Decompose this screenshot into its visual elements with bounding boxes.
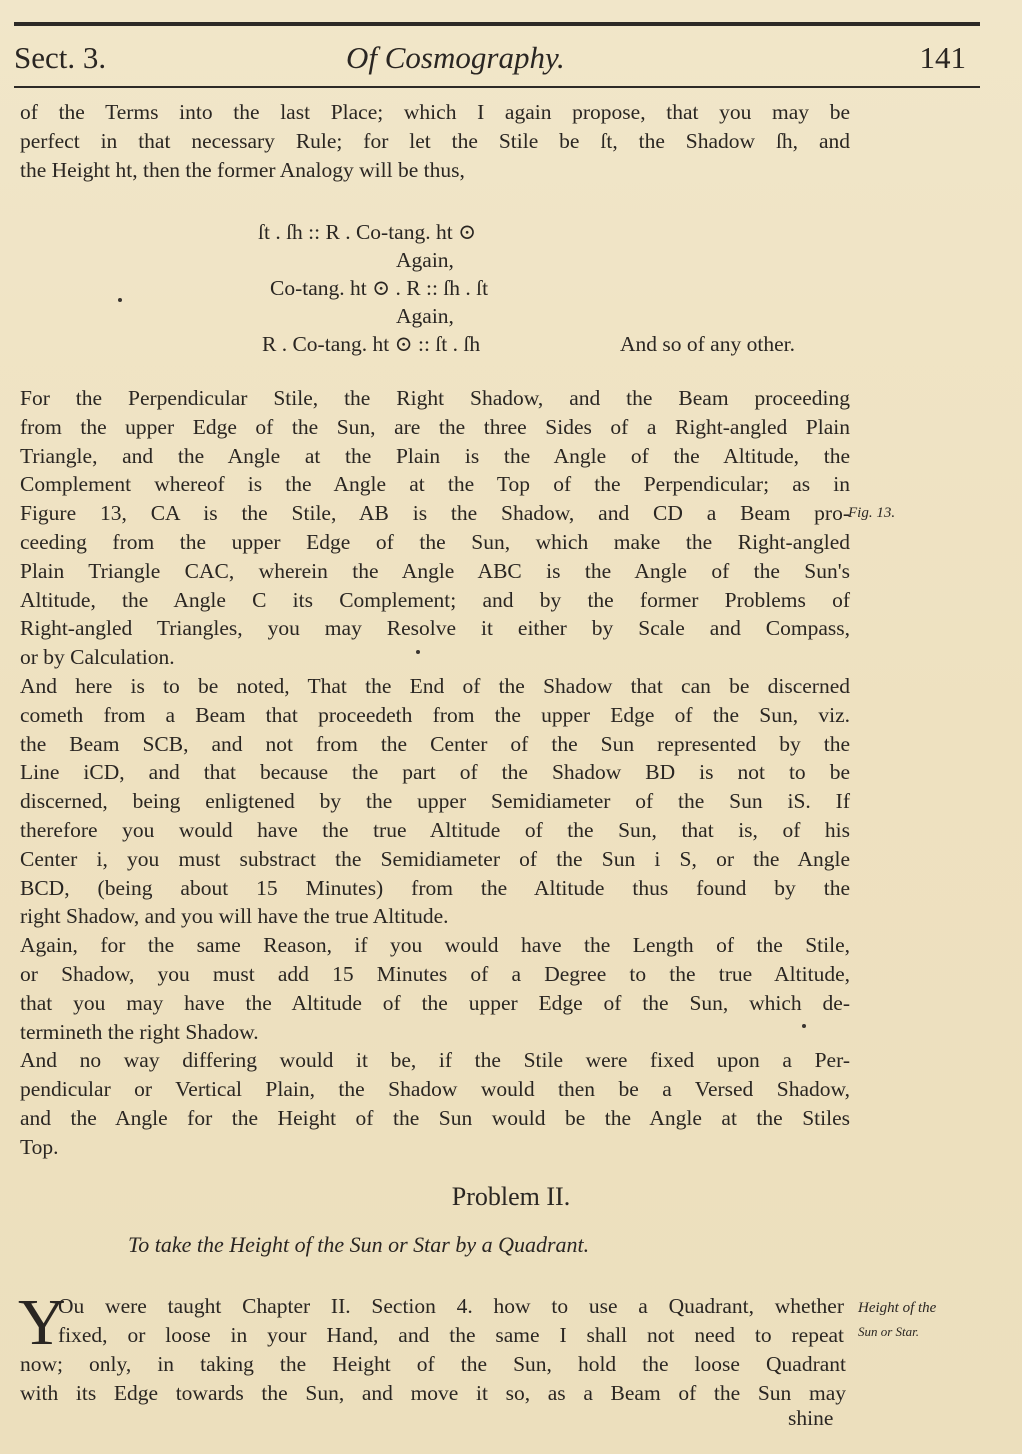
text-line: Ou were taught Chapter II. Section 4. how to use a Quadrant, whether bbox=[58, 1294, 844, 1318]
text-line: Right-angled Triangles, you may Resolve it either by Scale and Compass, bbox=[20, 616, 850, 641]
section-label: Sect. 3. bbox=[14, 40, 107, 75]
formula-again-2: Again, bbox=[396, 304, 454, 328]
margin-note-fig: Fig. 13. bbox=[848, 505, 896, 521]
text-line: discerned, being enligtened by the upper Semidiameter of the Sun iS. If bbox=[20, 789, 850, 814]
text-line: and the Angle for the Height of the Sun would be the Angle at the Stiles bbox=[20, 1105, 850, 1130]
text-line: ceeding from the upper Edge of the Sun, which make the Right-angled bbox=[20, 529, 850, 554]
formula-again-1: Again, bbox=[396, 248, 454, 272]
text-line: And no way differing would it be, if the Stile were fixed upon a Per- bbox=[20, 1048, 850, 1073]
print-speck bbox=[416, 650, 420, 654]
formula-line-2: Co-tang. ht ⊙ . R :: ſh . ſt bbox=[270, 276, 489, 300]
text-line: right Shadow, and you will have the true Altitude. bbox=[20, 904, 449, 929]
formula-line-3: R . Co-tang. ht ⊙ :: ſt . ſh bbox=[262, 332, 481, 356]
text-line: Again, for the same Reason, if you would have the Length of the Stile, bbox=[20, 933, 850, 958]
margin-note-height-2: Sun or Star. bbox=[858, 1324, 920, 1339]
formula-line-1: ſt . ſh :: R . Co-tang. ht ⊙ bbox=[258, 220, 477, 244]
text-line: the Beam SCB, and not from the Center of the Sun represented by the bbox=[20, 731, 850, 756]
text-line: fixed, or loose in your Hand, and the same I shall not need to repeat bbox=[58, 1322, 844, 1347]
text-line: And here is to be noted, That the End of the Shadow that can be discerned bbox=[20, 673, 850, 698]
text-line: that you may have the Altitude of the upper Edge of the Sun, which de- bbox=[20, 990, 850, 1015]
running-title: Of Cosmography. bbox=[346, 40, 565, 75]
text-line: Plain Triangle CAC, wherein the Angle ABC is the Angle of the Sun's bbox=[20, 558, 850, 583]
text-line: or Shadow, you must add 15 Minutes of a Degree to the true Altitude, bbox=[20, 961, 850, 986]
page-number: 141 bbox=[919, 40, 966, 75]
text-line: termineth the right Shadow. bbox=[20, 1019, 259, 1044]
text-line: of the Terms into the last Place; which I again propose, that you may be bbox=[20, 100, 850, 124]
top-rule bbox=[14, 22, 980, 26]
drop-cap: Y bbox=[18, 1286, 66, 1359]
formula-tail: And so of any other. bbox=[620, 332, 795, 356]
text-line: now; only, in taking the Height of the Sun, hold the loose Quadrant bbox=[20, 1352, 846, 1376]
text-line: Altitude, the Angle C its Complement; and by the former Problems of bbox=[20, 587, 850, 612]
text-line: perfect in that necessary Rule; for let the Stile be ſt, the Shadow ſh, and bbox=[20, 128, 850, 153]
paragraph-problem-full bbox=[20, 1350, 846, 1408]
text-line: pendicular or Vertical Plain, the Shadow would then be a Versed Shadow, bbox=[20, 1077, 850, 1102]
text-line: from the upper Edge of the Sun, are the three Sides of a Right-angled Plain bbox=[20, 414, 850, 439]
header-rule bbox=[14, 86, 980, 88]
text-line: the Height ht, then the former Analogy will be thus, bbox=[20, 157, 465, 182]
text-line: Complement whereof is the Angle at the Top of the Perpendicular; as in bbox=[20, 472, 850, 497]
catchword: shine bbox=[788, 1406, 834, 1430]
margin-note-height-1: Height of the bbox=[858, 1300, 937, 1316]
text-line: Center i, you must substract the Semidiameter of the Sun i S, or the Angle bbox=[20, 846, 850, 871]
print-speck bbox=[802, 1024, 806, 1028]
running-header bbox=[14, 38, 980, 84]
text-line: with its Edge towards the Sun, and move it so, as a Beam of the Sun may bbox=[20, 1380, 846, 1405]
paragraph-intro bbox=[20, 98, 850, 184]
text-line: Figure 13, CA is the Stile, AB is the Shadow, and CD a Beam pro- bbox=[20, 501, 850, 526]
text-line: Line iCD, and that because the part of the Shadow BD is not to be bbox=[20, 760, 850, 785]
text-line: cometh from a Beam that proceedeth from the upper Edge of the Sun, viz. bbox=[20, 702, 850, 727]
text-line: Top. bbox=[20, 1134, 59, 1159]
problem-subtitle: To take the Height of the Sun or Star by a Quadrant. bbox=[128, 1232, 590, 1257]
paragraph-problem-indented bbox=[58, 1292, 844, 1350]
print-speck bbox=[118, 298, 122, 302]
text-line: or by Calculation. bbox=[20, 645, 175, 670]
text-line: therefore you would have the true Altitude of the Sun, that is, of his bbox=[20, 817, 850, 842]
paragraph-body bbox=[20, 384, 850, 1162]
text-line: Triangle, and the Angle at the Plain is the Angle of the Altitude, the bbox=[20, 443, 850, 468]
text-line: For the Perpendicular Stile, the Right Shadow, and the Beam proceeding bbox=[20, 386, 850, 410]
text-line: BCD, (being about 15 Minutes) from the Altitude thus found by the bbox=[20, 875, 850, 900]
problem-heading: Problem II. bbox=[451, 1182, 571, 1211]
